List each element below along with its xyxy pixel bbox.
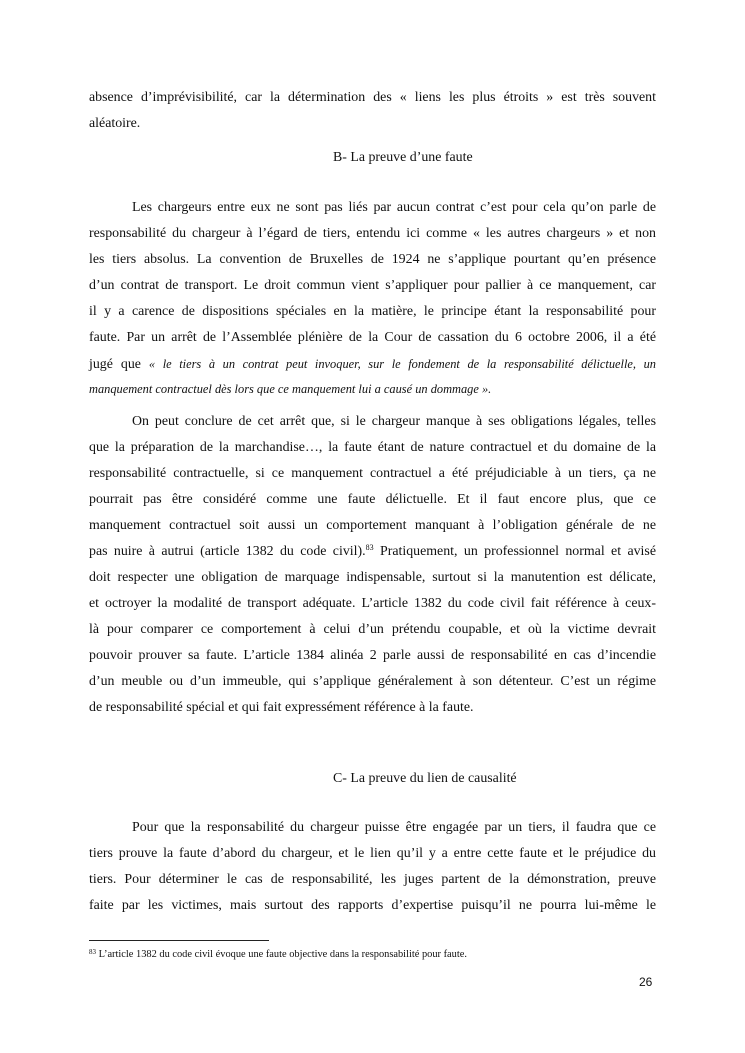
- body-text-line: pourrait pas être considéré comme une faute délictuelle. Et il faut encore plus, que ce: [89, 492, 656, 507]
- quote-line: [89, 376, 656, 403]
- body-text-line: d’un contrat de transport. Le droit commun vient s’appliquer pour pallier à ce manquement, car: [89, 278, 656, 293]
- body-text-line: manquement contractuel soit aussi un comportement manquant à l’obligation générale de ne: [89, 518, 656, 533]
- footnote-separator: [89, 940, 269, 941]
- footnote-text: L’article 1382 du code civil évoque une faute objective dans la responsabilité pour faute.: [96, 949, 467, 960]
- body-text-line: il y a carence de dispositions spéciales en la matière, le principe étant la responsabilité pour: [89, 304, 656, 319]
- body-text-line: [89, 539, 656, 565]
- body-text-line: là pour comparer ce comportement à celui d’un prétendu coupable, et où la victime devrait: [89, 622, 656, 637]
- body-text-line: Pour que la responsabilité du chargeur puisse être engagée par un tiers, il faudra que ce: [132, 820, 656, 835]
- body-text-line: les tiers absolus. La convention de Bruxelles de 1924 ne s’applique pourtant qu’en présence: [89, 252, 656, 267]
- body-text-line: absence d’imprévisibilité, car la détermination des « liens les plus étroits » est très souvent: [89, 90, 656, 105]
- body-text-line: tiers prouve la faute d’abord du chargeur, et le lien qu’il y a entre cette faute et le préjudice du: [89, 846, 656, 861]
- body-text-line: d’un meuble ou d’un immeuble, qui s’applique généralement à son détenteur. C’est un régime: [89, 674, 656, 689]
- body-text-line: tiers. Pour déterminer le cas de responsabilité, les juges partent de la démonstration, preuve: [89, 872, 656, 887]
- body-text-line: Les chargeurs entre eux ne sont pas liés par aucun contrat c’est pour cela qu’on parle de: [132, 200, 656, 215]
- court-quote: « le tiers à un contrat peut invoquer, sur le fondement de la responsabilité délictuelle, un: [148, 357, 656, 371]
- footnote: [89, 947, 467, 963]
- footnote-ref[interactable]: 83: [365, 543, 374, 552]
- body-text-span: Pratiquement, un professionnel normal et avisé: [373, 544, 656, 559]
- body-text-line: pouvoir prouver sa faute. L’article 1384 alinéa 2 parle aussi de responsabilité en cas d’incendie: [89, 648, 656, 663]
- body-text-line: que la préparation de la marchandise…, la faute étant de nature contractuel et du domaine de la: [89, 440, 656, 455]
- body-text-line: de responsabilité spécial et qui fait expressément référence à la faute.: [89, 700, 474, 715]
- quote-lead: jugé que: [89, 357, 149, 372]
- quote-line: [89, 351, 656, 378]
- body-text-line: responsabilité contractuelle, si ce manquement contractuel a été préjudiciable à un tiers, ça ne: [89, 466, 656, 481]
- section-heading-c: C- La preuve du lien de causalité: [333, 771, 517, 786]
- page-number: 26: [639, 975, 653, 989]
- body-text-line: On peut conclure de cet arrêt que, si le chargeur manque à ses obligations légales, telles: [132, 414, 656, 429]
- court-quote: manquement contractuel dès lors que ce manquement lui a causé un dommage ».: [89, 382, 492, 396]
- body-text-line: responsabilité du chargeur à l’égard de tiers, entendu ici comme « les autres chargeurs » et non: [89, 226, 656, 241]
- body-text-span: pas nuire à autrui (article 1382 du code civil).: [89, 544, 366, 559]
- body-text-line: et octroyer la modalité de transport adéquate. L’article 1382 du code civil fait référence à ceux-: [89, 596, 656, 611]
- section-heading-b: B- La preuve d’une faute: [333, 150, 473, 165]
- body-text-line: faute. Par un arrêt de l’Assemblée plénière de la Cour de cassation du 6 octobre 2006, il a été: [89, 330, 656, 345]
- body-text-line: doit respecter une obligation de marquage indispensable, surtout si la manutention est délicate,: [89, 570, 656, 585]
- footnote-number: 83: [89, 948, 96, 956]
- body-text-line: faite par les victimes, mais surtout des rapports d’expertise puisqu’il ne pourra lui-même le: [89, 898, 656, 913]
- body-text-line: aléatoire.: [89, 116, 141, 131]
